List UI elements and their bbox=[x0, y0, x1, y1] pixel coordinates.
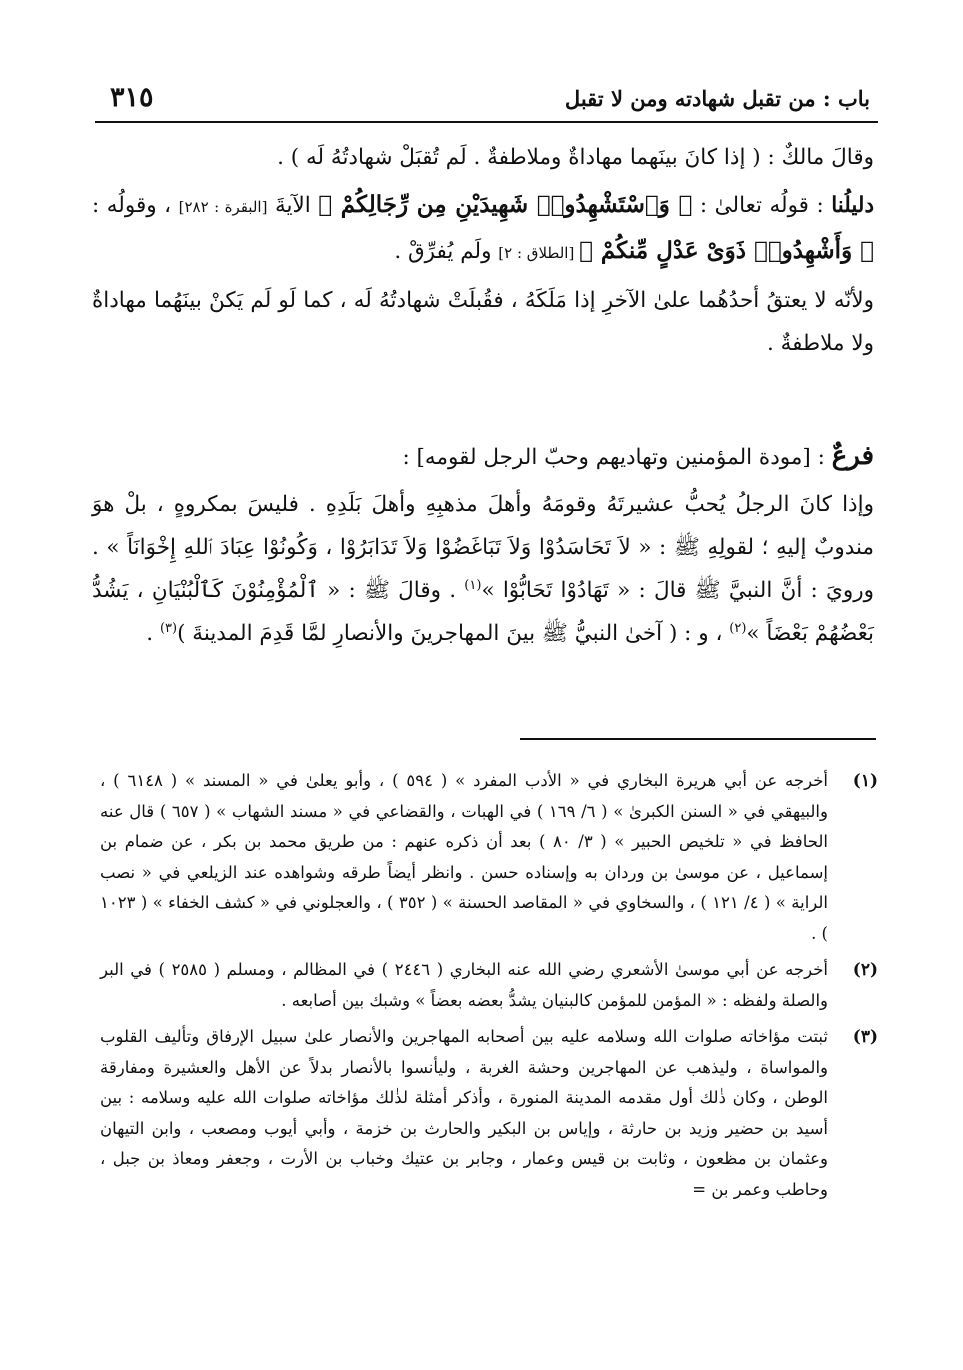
love-text-3: ، و : ( آخىٰ النبيُّ ﷺ بينَ المهاجرينَ والأنصارِ لمَّا قَدِمَ المدينةَ ) bbox=[177, 621, 730, 646]
footnote-1 bbox=[100, 766, 878, 949]
paragraph-reasoning: ولأنّه لا يعتقُ أحدُهُما علىٰ الآخرِ إذا مَلَكَهُ ، فقُبلَتْ شهادتُهُ لَه ، كما لَو لَم يَكنْ بينَهُما مهاداةٌ ولا ملاطفةٌ . bbox=[92, 288, 874, 356]
love-text-1: وإذا كانَ الرجلُ يُحبُّ عشيرتَهُ وقومَهُ وأهلَ مذهبِهِ وأهلَ بَلَدِهِ . فليسَ بمكروهٍ ، بلْ هوَ مندوبٌ إليهِ ؛ لقولِهِ ﷺ : « لاَ تَحَاسَدُوْا وَلاَ تَبَاغَضُوْا وَلاَ تَدَابَرُوْا ، وَكُونُوْا عِبَادَ ٱللهِ إِخْوَانَاً » . ورويَ : أنَّ النبيَّ ﷺ قالَ : « تَهَادُوْا تَحَابُّوْا » bbox=[92, 492, 874, 603]
main-text bbox=[92, 136, 874, 659]
evidence-lead: دليلُنا bbox=[831, 193, 875, 218]
footnote-2 bbox=[100, 955, 878, 1016]
evidence-mid: ، وقولُه : bbox=[92, 193, 179, 218]
evidence-intro: : قولُه تعالىٰ : bbox=[692, 193, 832, 218]
love-text-2: . وقالَ ﷺ : « ٱلْمُؤْمِنُوْنَ كَٱلْبُنْيَانِ ، يَشُدُّ بَعْضُهُمْ بَعْضَاً » bbox=[92, 578, 874, 646]
footnote-text: ثبتت مؤاخاته صلوات الله وسلامه عليه بين أصحابه المهاجرين والأنصار علىٰ سبيل الإرفاق وتأليف القلوب والمواساة ، وليذهب عن المهاجرين وحشة الغربة ، وليأنسوا بالأنصار بدلاً عن الأهل والعشيرة ومفارقة الوطن ، وكان ذٰلك أول مقدمه المدينة المنورة ، وأذكر أمثلة لذٰلك مؤاخاته صلوات الله عليه وسلامه : بين أسيد بن حضير وزيد بن حارثة ، وإياس بن البكير والحارث بن خزمة ، وأبي أيوب ومصعب ، وابن التيهان وعثمان بن مظعون ، وثابت بن قيس وعمار ، وجابر بن عتيك وخباب بن الأرت ، وجعفر ومعاذ بن جبل ، وحاطب وعمر بن = bbox=[100, 1027, 828, 1199]
footnote-rule bbox=[520, 738, 876, 740]
paragraph-love-of-people bbox=[92, 483, 874, 655]
quran-ref-2: [الطلاق : ٢] bbox=[498, 244, 580, 262]
page-header bbox=[100, 82, 870, 118]
paragraph-evidence bbox=[92, 183, 874, 275]
footnote-number: (٢) bbox=[852, 960, 878, 980]
footnote-text: أخرجه عن أبي موسىٰ الأشعري رضي الله عنه البخاري ( ٢٤٤٦ ) في المظالم ، ومسلم ( ٢٥٨٥ ) في البر والصلة ولفظه : « المؤمن للمؤمن كالبنيان يشدُّ بعضه بعضاً » وشبك بين أصابعه . bbox=[100, 960, 828, 1010]
footnote-marker-1: (١) bbox=[464, 577, 482, 593]
evidence-tail: ولَم يُفرِّقْ . bbox=[394, 239, 499, 264]
footnote-text: أخرجه عن أبي هريرة البخاري في « الأدب المفرد » ( ٥٩٤ ) ، وأبو يعلىٰ في « المسند » ( ٦١٤٨ ) ، والبيهقي في « السنن الكبرىٰ » ( ٦/ ١٦٩ ) في الهبات ، والقضاعي في « مسند الشهاب » ( ٦٥٧ ) قال عنه الحافظ في « تلخيص الحبير » ( ٣/ ٨٠ ) بعد أن ذكره عنهم : من طريق محمد بن بكر ، عن ضمام بن إسماعيل ، عن موسىٰ بن وردان به وإسناده حسن . وانظر أيضاً طرقه وشواهده عند الزيلعي في « نصب الراية » ( ٤/ ١٢١ ) ، والسخاوي في « المقاصد الحسنة » ( ٣٥٢ ) ، والعجلوني في « كشف الخفاء » ( ١٠٢٣ ) . bbox=[100, 771, 828, 943]
quran-verse-1: ﴿ وَٱسْتَشْهِدُوا۟ شَهِيدَيْنِ مِن رِّجَالِكُمْ ﴾ bbox=[318, 191, 693, 218]
paragraph-malik: وقالَ مالكٌ : ( إذا كانَ بينَهما مهاداةٌ وملاطفةٌ . لَم تُقبَلْ شهادتُهُ لَه ) . bbox=[277, 145, 874, 170]
footnote-marker-2: (٢) bbox=[729, 620, 747, 636]
quran-verse-2: ﴿ وَأَشْهِدُوا۟ ذَوَىْ عَدْلٍ مِّنكُمْ ﴾ bbox=[579, 237, 874, 264]
running-head: باب : من تقبل شهادته ومن لا تقبل bbox=[564, 86, 870, 111]
footnote-3 bbox=[100, 1022, 878, 1205]
branch-label: فرعٌ bbox=[831, 441, 874, 471]
quran-ref-1: [البقرة : ٢٨٢] bbox=[178, 198, 268, 216]
footnote-number: (١) bbox=[852, 771, 878, 791]
footnote-number: (٣) bbox=[852, 1027, 878, 1047]
branch-heading bbox=[92, 435, 874, 479]
footnote-marker-3: (٣) bbox=[159, 620, 178, 636]
page-number: ٣١٥ bbox=[110, 82, 154, 113]
branch-title: : [مودة المؤمنين وتهاديهم وحبّ الرجل لقومه] : bbox=[402, 445, 832, 470]
love-text-4: . bbox=[146, 621, 160, 646]
header-rule bbox=[95, 121, 878, 123]
evidence-ayah-word: الآيةَ bbox=[267, 193, 319, 218]
footnotes bbox=[100, 766, 878, 1211]
